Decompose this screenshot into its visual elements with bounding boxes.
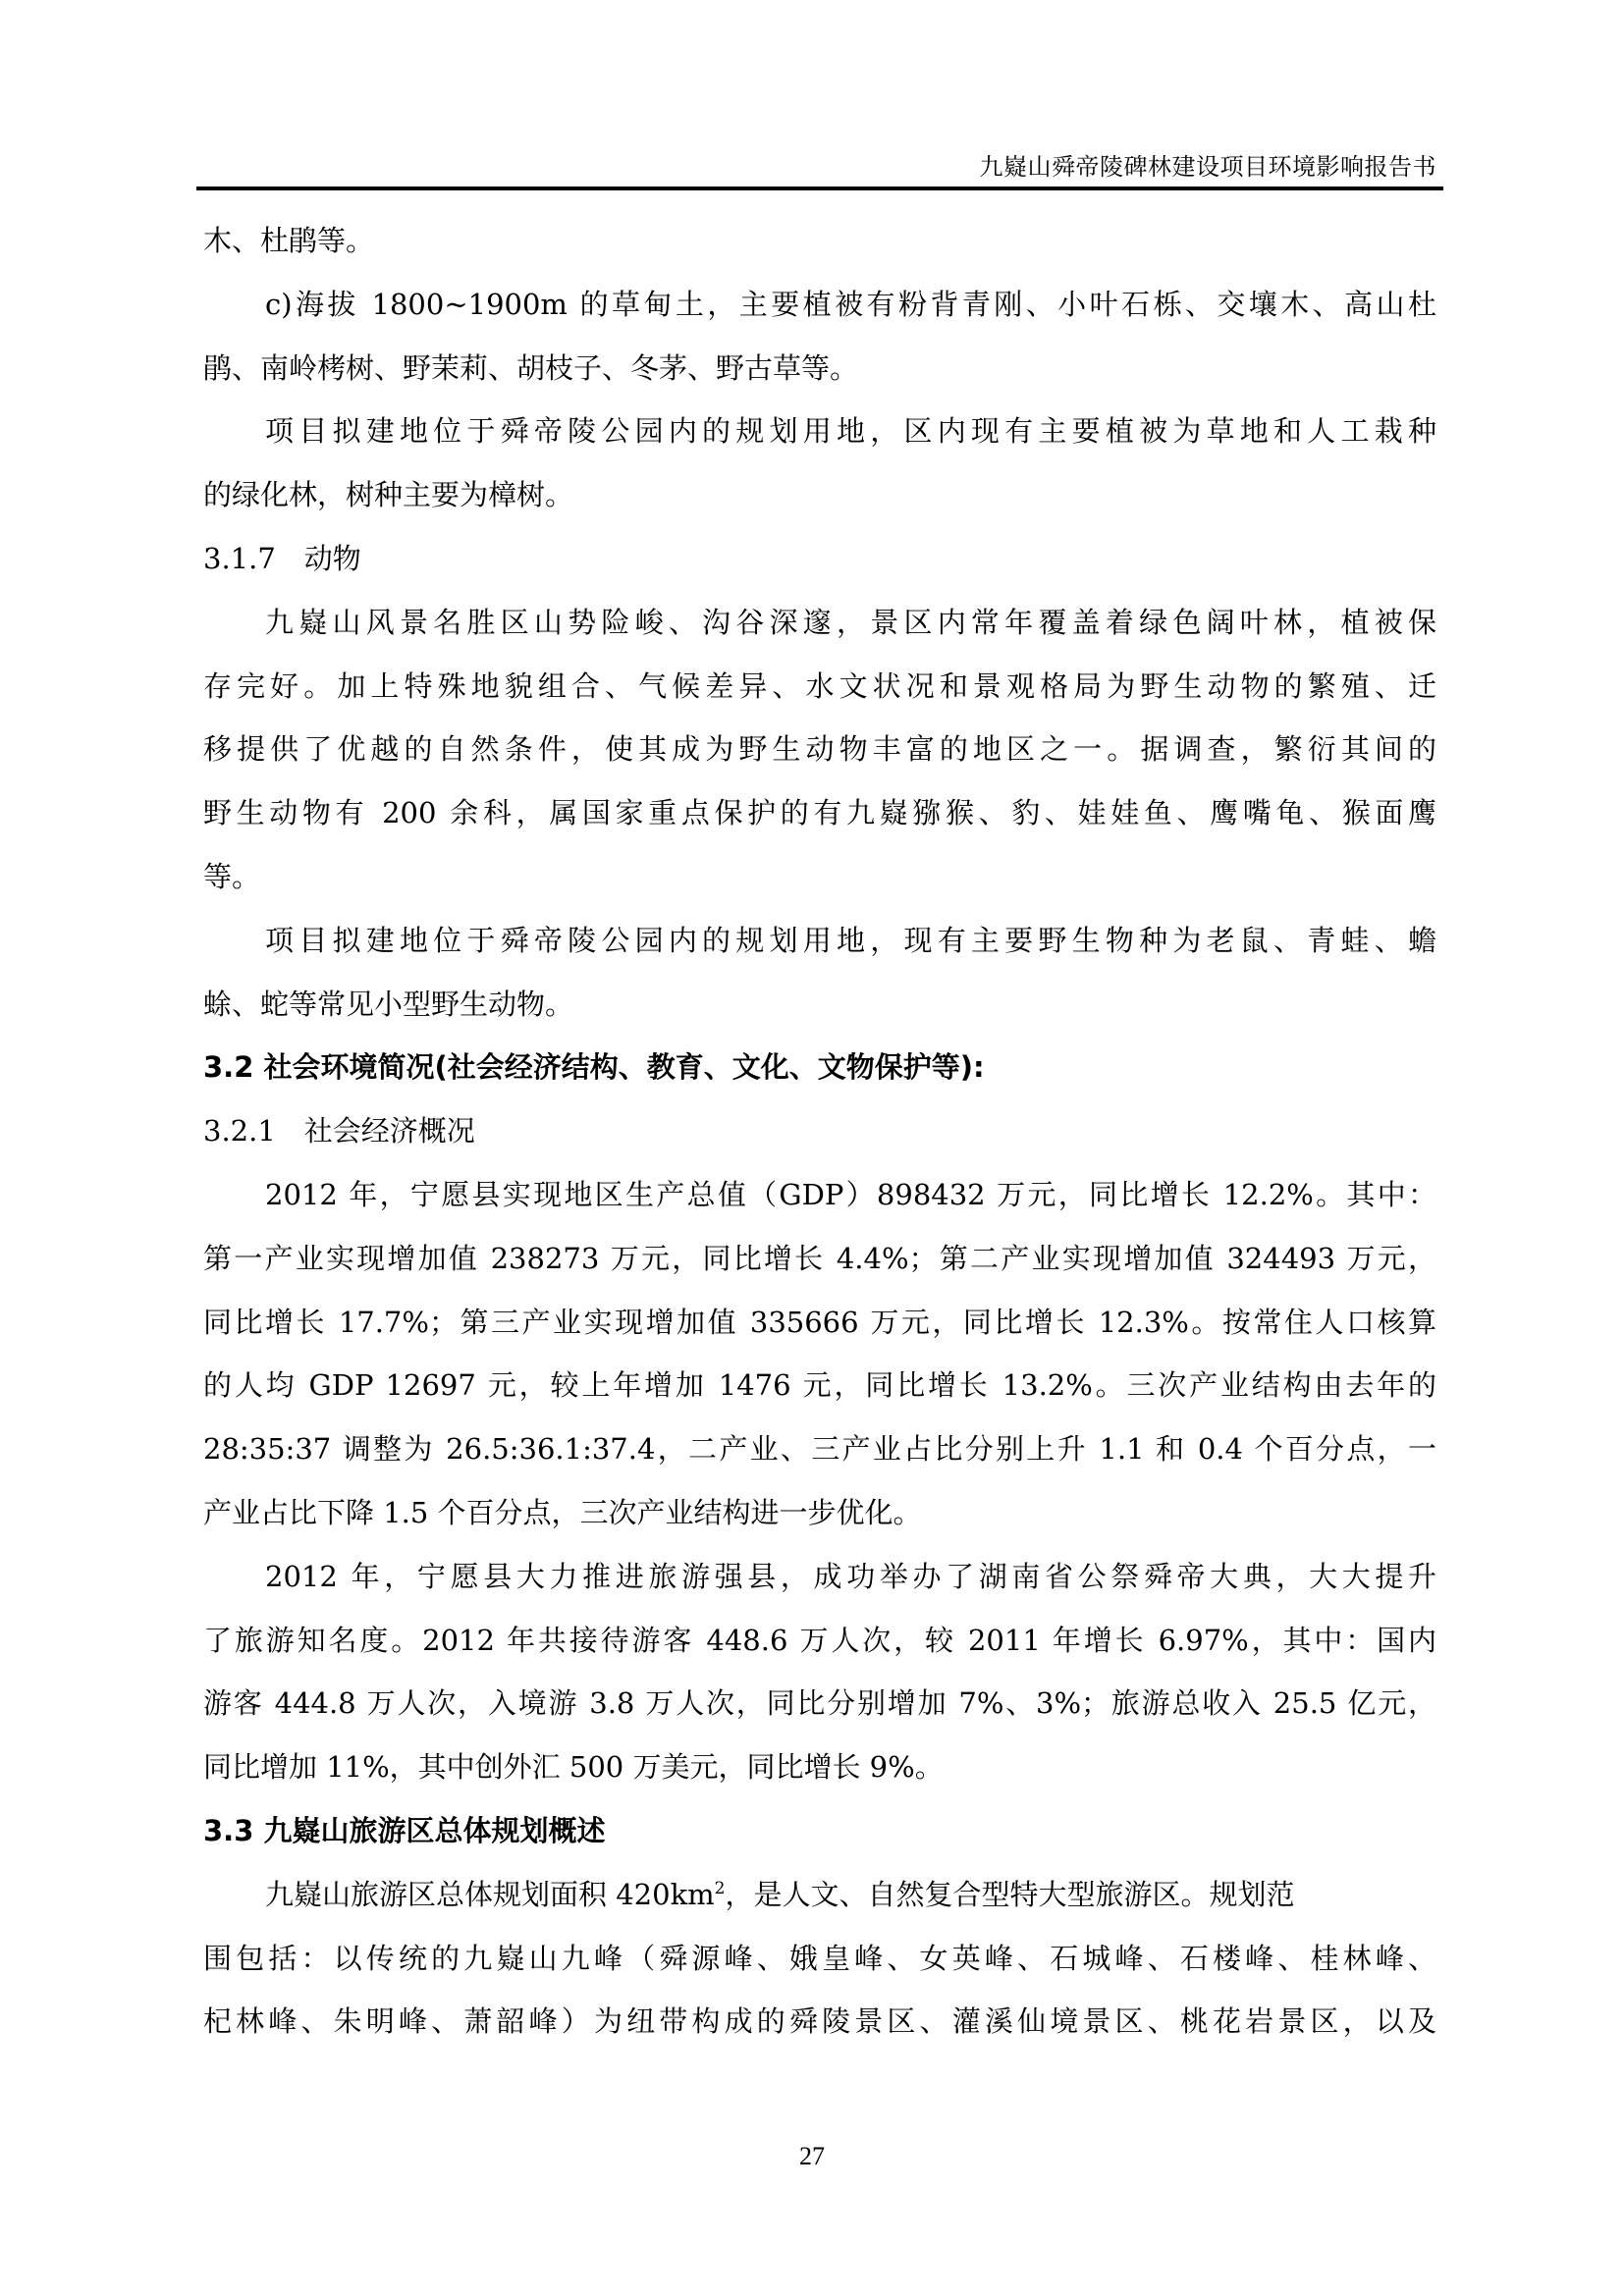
paragraph-line: 围包括：以传统的九嶷山九峰（舜源峰、娥皇峰、女英峰、石城峰、石楼峰、桂林峰、 bbox=[203, 1941, 1436, 1975]
header-rule bbox=[196, 187, 1443, 190]
area-text-rest: ，是人文、自然复合型特大型旅游区。规划范 bbox=[725, 1877, 1295, 1911]
paragraph-line: 2012 年，宁愿县大力推进旅游强县，成功举办了湖南省公祭舜帝大典，大大提升 bbox=[265, 1559, 1436, 1593]
paragraph-line: 产业占比下降 1.5 个百分点，三次产业结构进一步优化。 bbox=[203, 1495, 922, 1529]
paragraph-line: 杞林峰、朱明峰、萧韶峰）为纽带构成的舜陵景区、灌溪仙境景区、桃花岩景区，以及 bbox=[203, 2004, 1436, 2039]
paragraph-line: 2012 年，宁愿县实现地区生产总值（GDP）898432 万元，同比增长 12.2%。其中： bbox=[265, 1177, 1436, 1211]
section-heading-3-2: 3.2 社会环境简况(社会经济结构、教育、文化、文物保护等): bbox=[203, 1050, 985, 1085]
section-heading-3-2-1: 3.2.1 社会经济概况 bbox=[203, 1114, 475, 1148]
running-header-title: 九嶷山舜帝陵碑林建设项目环境影响报告书 bbox=[979, 153, 1436, 181]
paragraph-line: 同比增长 17.7%；第三产业实现增加值 335666 万元，同比增长 12.3%。按常住人口核算 bbox=[203, 1305, 1436, 1339]
paragraph-line: 等。 bbox=[203, 859, 261, 893]
paragraph-line: 项目拟建地位于舜帝陵公园内的规划用地，现有主要野生物种为老鼠、青蛙、蟾 bbox=[265, 923, 1436, 957]
area-text: 九嶷山旅游区总体规划面积 420km bbox=[265, 1877, 715, 1911]
section-heading-3-3: 3.3 九嶷山旅游区总体规划概述 bbox=[203, 1813, 606, 1847]
page-number: 27 bbox=[799, 2142, 825, 2170]
paragraph-line: 游客 444.8 万人次，入境游 3.8 万人次，同比分别增加 7%、3%；旅游总收入 25.5 亿元， bbox=[203, 1686, 1436, 1721]
paragraph-line: 木、杜鹃等。 bbox=[203, 224, 375, 257]
paragraph-line: 的人均 GDP 12697 元，较上年增加 1476 元，同比增长 13.2%。三次产业结构由去年的 bbox=[203, 1368, 1436, 1403]
paragraph-line: 存完好。加上特殊地貌组合、气候差异、水文状况和景观格局为野生动物的繁殖、迁 bbox=[203, 668, 1436, 703]
paragraph-line: 的绿化林，树种主要为樟树。 bbox=[203, 478, 574, 512]
paragraph-line: c)海拔 1800~1900m 的草甸土，主要植被有粉背青刚、小叶石栎、交壤木、高山杜 bbox=[265, 287, 1436, 321]
paragraph-line: 项目拟建地位于舜帝陵公园内的规划用地，区内现有主要植被为草地和人工栽种 bbox=[265, 414, 1436, 449]
paragraph-line: 第一产业实现增加值 238273 万元，同比增长 4.4%；第二产业实现增加值 324493 万元， bbox=[203, 1241, 1436, 1275]
paragraph-line: 28:35:37 调整为 26.5:36.1:37.4，二产业、三产业占比分别上升 1.1 和 0.4 个百分点，一 bbox=[203, 1432, 1436, 1467]
document-body bbox=[203, 218, 1436, 2062]
section-heading-3-1-7: 3.1.7 动物 bbox=[203, 541, 361, 575]
area-superscript: 2 bbox=[714, 1878, 726, 1898]
paragraph-line: 蜍、蛇等常见小型野生动物。 bbox=[203, 987, 574, 1021]
paragraph-line: 了旅游知名度。2012 年共接待游客 448.6 万人次，较 2011 年增长 6.97%，其中：国内 bbox=[203, 1623, 1436, 1657]
paragraph-line: 同比增加 11%，其中创外汇 500 万美元，同比增长 9%。 bbox=[203, 1750, 944, 1785]
paragraph-line: 野生动物有 200 余科，属国家重点保护的有九嶷猕猴、豹、娃娃鱼、鹰嘴龟、猴面鹰 bbox=[203, 796, 1436, 830]
paragraph-line-area bbox=[203, 1872, 1436, 1936]
paragraph-line: 九嶷山风景名胜区山势险峻、沟谷深邃，景区内常年覆盖着绿色阔叶林，植被保 bbox=[265, 605, 1436, 639]
paragraph-line: 移提供了优越的自然条件，使其成为野生动物丰富的地区之一。据调查，繁衍其间的 bbox=[203, 732, 1436, 767]
paragraph-line: 鹃、南岭栲树、野茉莉、胡枝子、冬茅、野古草等。 bbox=[203, 350, 859, 385]
